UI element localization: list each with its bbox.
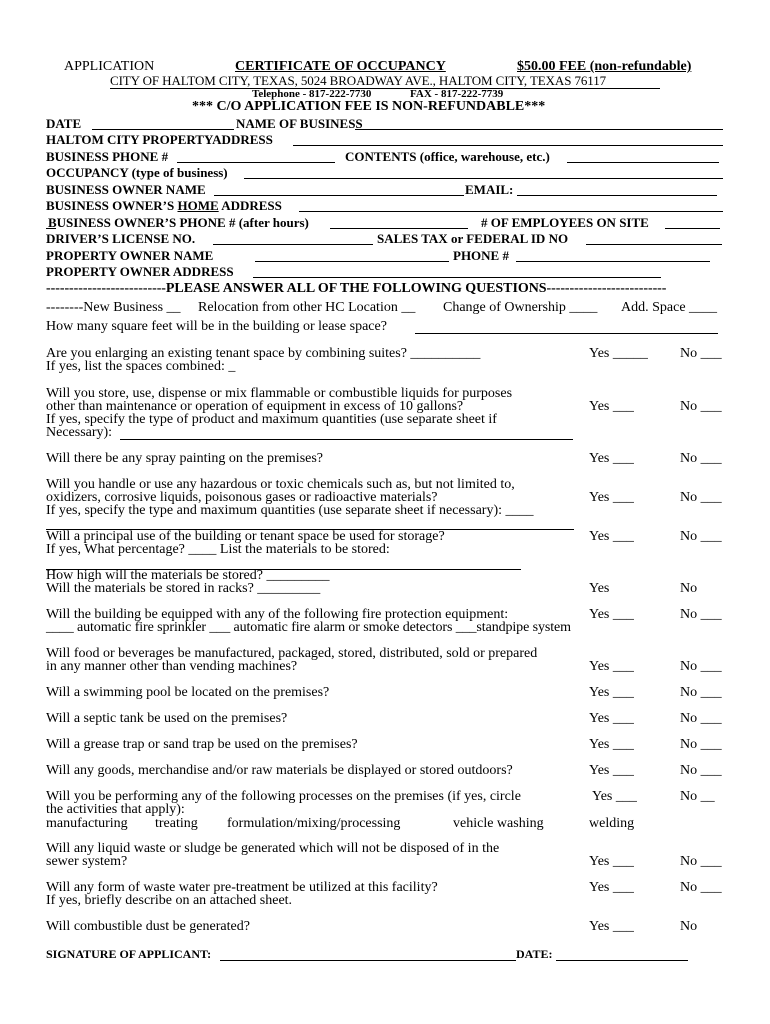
flammable-details-field[interactable] — [120, 439, 573, 440]
answer-yes[interactable]: Yes ___ — [589, 880, 634, 895]
question-pretreatment: Will any form of waste water pre-treatment be utilized at this facility? — [46, 880, 438, 895]
question-food: Will food or beverages be manufactured, packaged, stored, distributed, sold or prepared — [46, 646, 538, 661]
occupancy-field[interactable] — [244, 178, 723, 179]
fire-protection-options[interactable]: ____ automatic fire sprinkler ___ automatic fire alarm or smoke detectors ___standpipe system — [46, 620, 571, 635]
property-owner-name-field[interactable] — [255, 261, 449, 262]
question-processes: Will you be performing any of the following processes on the premises (if yes, circle — [46, 789, 521, 804]
question-spray-painting: Will there be any spray painting on the premises? — [46, 451, 324, 466]
email-label: EMAIL: — [465, 182, 514, 197]
business-phone-field[interactable] — [177, 162, 335, 163]
answer-yes[interactable]: Yes ___ — [589, 919, 634, 934]
address-underline — [110, 88, 660, 89]
footer-date-label: DATE: — [516, 947, 553, 961]
business-name-label: NAME OF BUSINESS — [236, 116, 363, 131]
contents-label: CONTENTS (office, warehouse, etc.) — [345, 149, 550, 164]
question-spaces-combined: If yes, list the spaces combined: _ — [46, 359, 236, 374]
question-grease-trap: Will a grease trap or sand trap be used on the premises? — [46, 737, 358, 752]
answer-yes[interactable]: Yes ___ — [589, 711, 634, 726]
answer-no[interactable]: No ___ — [680, 607, 722, 622]
occupancy-label: OCCUPANCY (type of business) — [46, 165, 228, 180]
question-storage: Will a principal use of the building or tenant space be used for storage? — [46, 529, 445, 544]
phone-field[interactable] — [516, 261, 710, 262]
form-title: CERTIFICATE OF OCCUPANCY — [235, 59, 446, 74]
owner-phone-mark — [46, 228, 56, 229]
contents-field[interactable] — [567, 162, 719, 163]
new-business-option[interactable]: --------New Business __ — [46, 300, 181, 315]
answer-yes[interactable]: Yes ___ — [589, 451, 634, 466]
answer-no[interactable]: No ___ — [680, 711, 722, 726]
process-formulation[interactable]: formulation/mixing/processing — [227, 816, 401, 831]
answer-yes[interactable]: Yes ___ — [589, 659, 634, 674]
question-storage-line2: If yes, What percentage? ____ List the materials to be stored: — [46, 542, 390, 557]
question-hazardous: Will you handle or use any hazardous or toxic chemicals such as, but not limited to, — [46, 477, 515, 492]
change-ownership-option[interactable]: Change of Ownership ____ — [443, 300, 598, 315]
date-label: DATE — [46, 116, 82, 131]
question-flammable-line4: Necessary): — [46, 425, 113, 440]
business-name-field[interactable] — [355, 129, 723, 130]
question-combining-suites: Are you enlarging an existing tenant space by combining suites? __________ — [46, 346, 481, 361]
drivers-license-field[interactable] — [213, 244, 373, 245]
square-feet-field[interactable] — [415, 333, 718, 334]
signature-field[interactable] — [220, 960, 516, 961]
owner-name-field[interactable] — [214, 195, 464, 196]
fax: FAX - 817-222-7739 — [410, 88, 504, 100]
question-flammable-line2: other than maintenance or operation of equipment in excess of 10 gallons? — [46, 399, 464, 414]
process-welding[interactable]: welding — [589, 816, 635, 831]
email-field[interactable] — [517, 195, 717, 196]
square-feet-question: How many square feet will be in the building or lease space? — [46, 319, 387, 334]
fee-label: $50.00 FEE (non-refundable) — [517, 59, 692, 74]
phone-label: PHONE # — [453, 248, 509, 263]
answer-no[interactable]: No — [680, 919, 698, 934]
question-flammable: Will you store, use, dispense or mix flammable or combustible liquids for purposes — [46, 386, 513, 401]
owner-phone-field[interactable] — [330, 228, 468, 229]
question-hazardous-line3: If yes, specify the type and maximum quantities (use separate sheet if necessary): ____ — [46, 503, 534, 518]
answer-no[interactable]: No ___ — [680, 399, 722, 414]
business-phone-label: BUSINESS PHONE # — [46, 149, 169, 164]
question-processes-line2: the activities that apply): — [46, 802, 185, 817]
relocation-option[interactable]: Relocation from other HC Location __ — [198, 300, 416, 315]
owner-home-address-field[interactable] — [299, 211, 723, 212]
question-combustible-dust: Will combustible dust be generated? — [46, 919, 250, 934]
answer-no[interactable]: No __ — [680, 789, 715, 804]
question-racks: Will the materials be stored in racks? _________ — [46, 581, 321, 596]
answer-no[interactable]: No — [680, 581, 698, 596]
drivers-license-label: DRIVER’S LICENSE NO. — [46, 231, 196, 246]
answer-no[interactable]: No ___ — [680, 451, 722, 466]
answer-yes[interactable]: Yes ___ — [589, 685, 634, 700]
owner-phone-label: BUSINESS OWNER’S PHONE # (after hours) — [48, 215, 309, 230]
add-space-option[interactable]: Add. Space ____ — [621, 300, 718, 315]
question-pretreatment-line2: If yes, briefly describe on an attached sheet. — [46, 893, 293, 908]
process-manufacturing[interactable]: manufacturing — [46, 816, 128, 831]
answer-yes[interactable]: Yes ___ — [589, 490, 634, 505]
employees-field[interactable] — [665, 228, 720, 229]
answer-yes[interactable]: Yes ___ — [589, 763, 634, 778]
answer-no[interactable]: No ___ — [680, 529, 722, 544]
question-outdoor-storage: Will any goods, merchandise and/or raw materials be displayed or stored outdoors? — [46, 763, 513, 778]
process-vehicle-washing[interactable]: vehicle washing — [453, 816, 544, 831]
answer-no[interactable]: No ___ — [680, 737, 722, 752]
question-liquid-waste-line2: sewer system? — [46, 854, 128, 869]
questions-header: --------------------------PLEASE ANSWER ALL OF THE FOLLOWING QUESTIONS-------------------------- — [46, 281, 667, 296]
question-hazardous-line2: oxidizers, corrosive liquids, poisonous gases or radioactive materials? — [46, 490, 438, 505]
question-storage-height: How high will the materials be stored? _________ — [46, 568, 330, 583]
answer-no[interactable]: No ___ — [680, 880, 722, 895]
question-flammable-line3: If yes, specify the type of product and maximum quantities (use separate sheet if — [46, 412, 497, 427]
answer-yes[interactable]: Yes — [589, 581, 610, 596]
answer-no[interactable]: No ___ — [680, 659, 722, 674]
answer-yes[interactable]: Yes _____ — [589, 346, 648, 361]
property-address-field[interactable] — [293, 145, 723, 146]
answer-yes[interactable]: Yes ___ — [592, 789, 637, 804]
answer-yes[interactable]: Yes ___ — [589, 399, 634, 414]
process-treating[interactable]: treating — [155, 816, 198, 831]
answer-yes[interactable]: Yes ___ — [589, 607, 634, 622]
application-label: APPLICATION — [64, 59, 155, 74]
answer-yes[interactable]: Yes ___ — [589, 854, 634, 869]
fee-notice: *** C/O APPLICATION FEE IS NON-REFUNDABLE*** — [192, 99, 546, 114]
answer-no[interactable]: No ___ — [680, 490, 722, 505]
footer-date-field[interactable] — [556, 960, 688, 961]
answer-no[interactable]: No ___ — [680, 346, 722, 361]
property-address-label: HALTOM CITY PROPERTYADDRESS — [46, 132, 273, 147]
answer-yes[interactable]: Yes ___ — [589, 529, 634, 544]
sales-tax-label: SALES TAX or FEDERAL ID NO — [377, 231, 569, 246]
question-liquid-waste: Will any liquid waste or sludge be generated which will not be disposed of in the — [46, 841, 500, 856]
owner-name-label: BUSINESS OWNER NAME — [46, 182, 206, 197]
owner-home-address-label: BUSINESS OWNER’S HOME ADDRESS — [46, 198, 282, 213]
property-owner-address-field[interactable] — [253, 277, 661, 278]
signature-label: SIGNATURE OF APPLICANT: — [46, 947, 212, 961]
answer-no[interactable]: No ___ — [680, 763, 722, 778]
answer-yes[interactable]: Yes ___ — [589, 737, 634, 752]
employees-label: # OF EMPLOYEES ON SITE — [481, 215, 649, 230]
answer-no[interactable]: No ___ — [680, 685, 722, 700]
city-address: CITY OF HALTOM CITY, TEXAS, 5024 BROADWAY AVE., HALTOM CITY, TEXAS 76117 — [110, 73, 607, 88]
sales-tax-field[interactable] — [586, 244, 722, 245]
answer-no[interactable]: No ___ — [680, 854, 722, 869]
property-owner-name-label: PROPERTY OWNER NAME — [46, 248, 214, 263]
question-swimming-pool: Will a swimming pool be located on the premises? — [46, 685, 330, 700]
property-owner-address-label: PROPERTY OWNER ADDRESS — [46, 264, 234, 279]
telephone: Telephone - 817-222-7730 — [252, 88, 372, 100]
question-food-line2: in any manner other than vending machines? — [46, 659, 298, 674]
date-field[interactable] — [92, 129, 234, 130]
question-fire-protection: Will the building be equipped with any of the following fire protection equipment: — [46, 607, 509, 622]
question-septic-tank: Will a septic tank be used on the premises? — [46, 711, 288, 726]
